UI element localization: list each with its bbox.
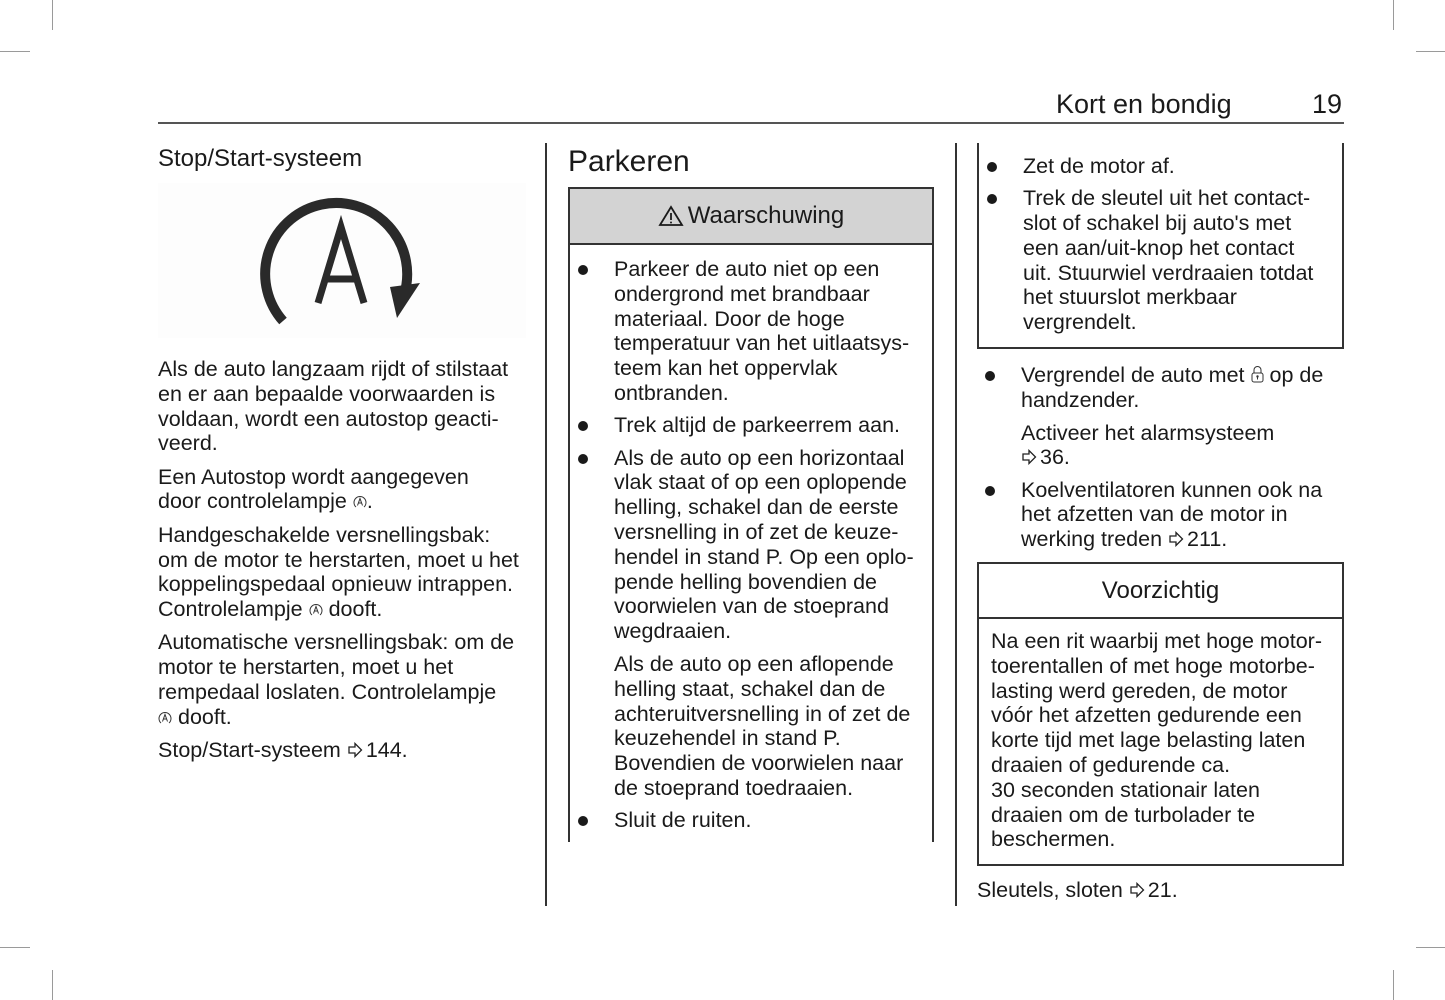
page-reference-arrow-icon bbox=[1168, 531, 1184, 547]
paragraph: Als de auto langzaam rijdt of stilstaat en er aan bepaalde voorwaarden is voldaan, wordt een autostop geacti- veerd. bbox=[158, 357, 509, 456]
left-column-body bbox=[158, 357, 533, 771]
lock-button-icon bbox=[1251, 365, 1264, 383]
section-heading-parkeren: Parkeren bbox=[568, 145, 690, 178]
bullet bbox=[985, 486, 995, 496]
crop-mark bbox=[0, 51, 30, 52]
autostop-a-circular-arrow-icon bbox=[158, 183, 526, 338]
bullet bbox=[578, 454, 588, 464]
crop-mark bbox=[52, 0, 53, 30]
warning-header bbox=[570, 189, 932, 245]
list-item: Parkeer de auto niet op een ondergrond met brandbaar materiaal. Door de hoge temperatuur van het uitlaatsys- teem kan het oppervlak ontbranden. bbox=[572, 257, 932, 406]
bullet bbox=[578, 265, 588, 275]
section-heading-stop-start: Stop/Start-systeem bbox=[158, 145, 363, 172]
list-item: Vergrendel de auto met op de handzender. Activeer het alarmsysteem 36. bbox=[979, 363, 1349, 470]
running-header-title: Kort en bondig bbox=[1056, 89, 1232, 119]
crop-mark bbox=[1416, 51, 1445, 52]
paragraph: Handgeschakelde versnellingsbak: om de motor te herstarten, moet u het koppelingspedaal opnieuw intrappen. Controlelampje dooft. bbox=[158, 522, 519, 622]
cross-reference-cooling[interactable]: 211. bbox=[1168, 527, 1227, 551]
caution-body: Na een rit waarbij met hoge motor- toerentallen of met hoge motorbe- lasting werd gereden, de motor vóór het afzetten gedurende een korte tijd met lage belasting laten draaien of gedurende ca. 30 seconden stationair laten draaien om de turbolader te beschermen. bbox=[991, 629, 1323, 852]
warning-list-continued bbox=[979, 154, 1342, 335]
list-item: Als de auto op een horizontaal vlak staat of op een oplopende helling, schakel dan de eerste versnelling in of zet de keuze- hendel in stand P. Op een oplo- pende helling bovendien de voorwielen van de stoeprand wegdraaien. Als de auto op een aflopende helling staat, schakel dan de achteruitversnelling in of zet de keuzehendel in stand P. Bovendien de voorwielen naar de stoeprand toedraaien. bbox=[572, 446, 932, 801]
bullet bbox=[987, 194, 997, 204]
crop-mark bbox=[0, 947, 30, 948]
column-divider bbox=[545, 143, 547, 906]
list-item-subparagraph: Als de auto op een aflopende helling staat, schakel dan de achteruitversnelling in of zet de keuzehendel in stand P. Bovendien de voorwielen naar de stoeprand toedraaien. bbox=[614, 651, 911, 800]
page-reference-arrow-icon bbox=[347, 742, 363, 758]
page-number: 19 bbox=[1312, 89, 1343, 119]
list-item: Zet de motor af. bbox=[981, 154, 1342, 179]
crop-mark bbox=[1393, 970, 1394, 1000]
column-divider bbox=[955, 143, 957, 906]
paragraph: Automatische versnellingsbak: om de motor te herstarten, moet u het rempedaal loslaten. Controlelampje dooft. bbox=[158, 630, 515, 729]
caution-header: Voorzichtig bbox=[979, 564, 1342, 619]
list-item: Koelventilatoren kunnen ook na het afzetten van de motor in werking treden 211. bbox=[979, 478, 1349, 552]
warning-title: Waarschuwing bbox=[687, 202, 845, 229]
crop-mark bbox=[52, 970, 53, 1000]
caution-box bbox=[977, 562, 1344, 866]
header-rule bbox=[158, 122, 1344, 124]
bullet bbox=[578, 816, 588, 826]
autostop-illustration bbox=[158, 183, 526, 338]
list-item: Trek de sleutel uit het contact- slot of schakel bij auto's met een aan/uit-knop het contact uit. Stuurwiel verdraaien totdat het stuurslot merkbaar vergrendelt. bbox=[981, 186, 1342, 335]
crop-mark bbox=[1416, 947, 1445, 948]
paragraph: Een Autostop wordt aangegeven door controlelampje . bbox=[158, 464, 469, 514]
crop-mark bbox=[1393, 0, 1394, 30]
cross-reference-alarm[interactable]: 36. bbox=[1021, 445, 1070, 469]
page-reference-arrow-icon bbox=[1129, 882, 1145, 898]
bullet bbox=[578, 421, 588, 431]
warning-list bbox=[570, 257, 932, 833]
bullet bbox=[985, 371, 995, 381]
warning-box-continued bbox=[977, 143, 1344, 349]
list-item: Trek altijd de parkeerrem aan. bbox=[572, 413, 932, 438]
page-reference-arrow-icon bbox=[1021, 449, 1037, 465]
warning-triangle-icon bbox=[658, 205, 684, 227]
warning-box bbox=[568, 187, 934, 842]
autostop-lamp-icon bbox=[353, 495, 367, 509]
cross-reference-keys-locks[interactable]: Sleutels, sloten 21. bbox=[977, 878, 1178, 902]
autostop-lamp-icon bbox=[158, 711, 172, 725]
cross-reference-stop-start[interactable]: Stop/Start-systeem 144. bbox=[158, 738, 408, 763]
bullet bbox=[987, 162, 997, 172]
list-item: Sluit de ruiten. bbox=[572, 808, 932, 833]
list-item-subparagraph: Activeer het alarmsysteem 36. bbox=[1021, 420, 1275, 470]
parking-steps-list bbox=[979, 363, 1349, 560]
autostop-lamp-icon bbox=[309, 603, 323, 617]
